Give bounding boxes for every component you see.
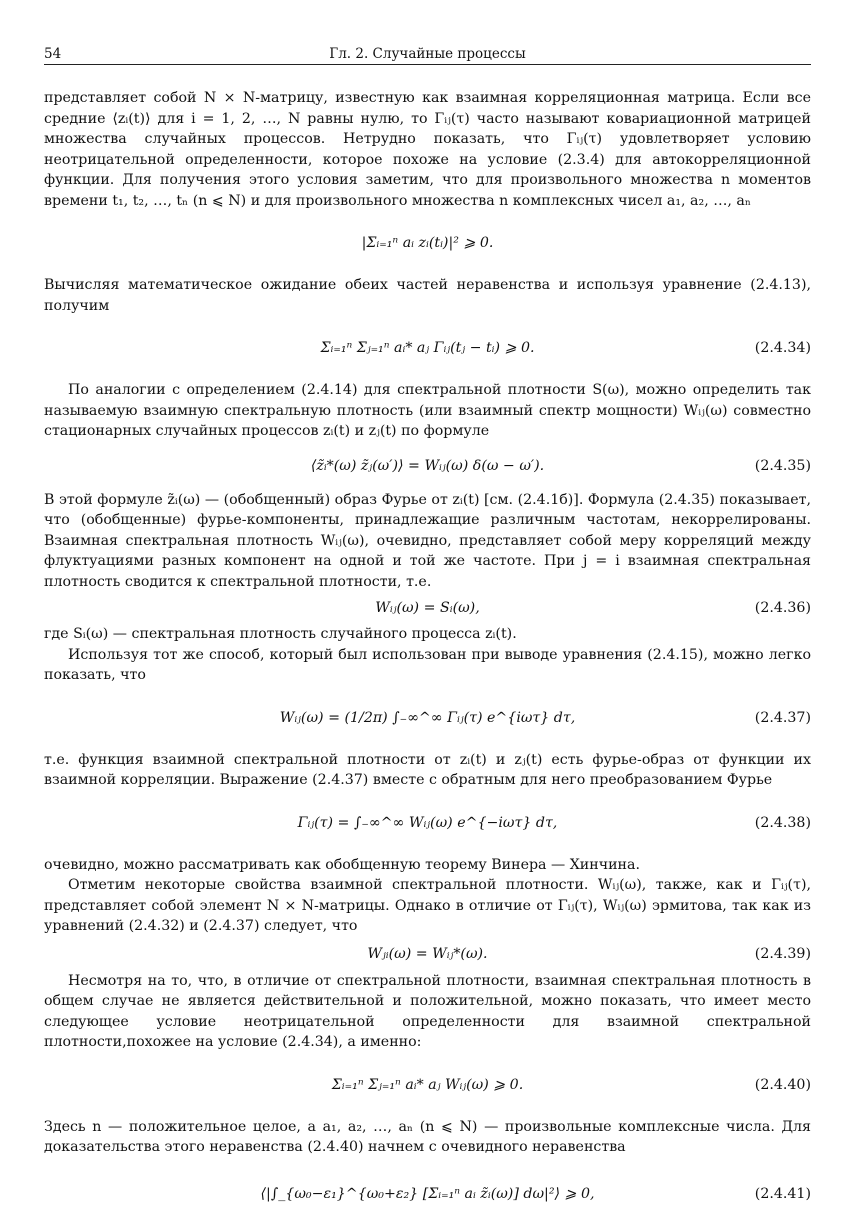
equation-number: (2.4.39)	[754, 945, 811, 962]
equation-2-4-36	[44, 594, 811, 622]
equation-unnumbered	[44, 215, 811, 271]
equation-body: Γᵢⱼ(τ) = ∫₋∞^∞ Wᵢⱼ(ω) e^{−iωτ} dτ,	[297, 814, 558, 831]
equation-2-4-35	[44, 446, 811, 486]
paragraph-9: Отметим некоторые свойства взаимной спектральной плотности. Wᵢⱼ(ω), также, как и Γᵢⱼ(τ), представляет собой элемент N × N-матрицы. Однако в отличие от Γᵢⱼ(τ), Wᵢⱼ(ω) эрмитова, так как из уравнений (2.4.32) и (2.4.37) следует, что	[44, 877, 811, 934]
paragraph-8: очевидно, можно рассматривать как обобщенную теорему Винера — Хинчина.	[44, 856, 640, 873]
paragraph-10: Несмотря на то, что, в отличие от спектральной плотности, взаимная спектральная плотность в общем случае не является действительной и положительной, можно показать, что имеет место следующее условие неотрицательной определенности для взаимной спектральной плотности,похожее на условие (2.4.34), а именно:	[44, 972, 811, 1050]
equation-2-4-39	[44, 939, 811, 969]
equation-body: Wᵢⱼ(ω) = Sᵢ(ω),	[375, 600, 480, 616]
paragraph-2: Вычисляя математическое ожидание обеих частей неравенства и используя уравнение (2.4.13), получим	[44, 277, 811, 314]
equation-body: Wᵢⱼ(ω) = (1/2π) ∫₋∞^∞ Γᵢⱼ(τ) e^{iωτ} dτ,	[279, 709, 576, 726]
equation-2-4-38	[44, 795, 811, 851]
equation-2-4-37	[44, 690, 811, 746]
paragraph-11: Здесь n — положительное целое, а a₁, a₂, …, aₙ (n ⩽ N) — произвольные комплексные числа. Для доказательства этого неравенства (2.4.40) начнем с очевидного неравенства	[44, 1118, 811, 1155]
equation-body: Σᵢ₌₁ⁿ Σⱼ₌₁ⁿ aᵢ* aⱼ Γᵢⱼ(tⱼ − tᵢ) ⩾ 0.	[320, 340, 535, 356]
paragraph-6: Используя тот же способ, который был использован при выводе уравнения (2.4.15), можно легко показать, что	[44, 646, 811, 683]
paragraph-3: По аналогии с определением (2.4.14) для спектральной плотности S(ω), можно определить так называемую взаимную спектральную плотность (или взаимный спектр мощности) Wᵢⱼ(ω) совместно стационарных случайных процессов zᵢ(t) и zⱼ(t) по формуле	[44, 382, 811, 439]
paragraph-4: В этой формуле z̃ᵢ(ω) — (обобщенный) образ Фурье от zᵢ(t) [см. (2.4.1б)]. Формула (2.4.35) показывает, что (обобщенные) фурье-компоненты, принадлежащие различным частотам, некоррелированы. Взаимная спектральная плотность Wᵢⱼ(ω), очевидно, представляет собой меру корреляций между флуктуациями разных компонент на одной и той же частоте. При j = i взаимная спектральная плотность сводится к спектральной плотности, т.е.	[44, 491, 811, 590]
equation-number: (2.4.41)	[754, 1185, 811, 1202]
paragraph-5: где Sᵢ(ω) — спектральная плотность случайного процесса zᵢ(t).	[44, 626, 517, 642]
equation-2-4-40	[44, 1057, 811, 1113]
equation-2-4-34	[44, 320, 811, 376]
equation-number: (2.4.36)	[754, 600, 811, 616]
equation-number: (2.4.37)	[754, 709, 811, 726]
equation-body: ⟨z̃ᵢ*(ω) z̃ⱼ(ω′)⟩ = Wᵢⱼ(ω) δ(ω − ω′).	[310, 457, 545, 474]
equation-body: Wⱼᵢ(ω) = Wᵢⱼ*(ω).	[367, 945, 488, 962]
running-header	[44, 42, 811, 65]
equation-number: (2.4.40)	[754, 1076, 811, 1093]
paragraph-1: представляет собой N × N-матрицу, известную как взаимная корреляционная матрица. Если все средние ⟨zᵢ(t)⟩ для i = 1, 2, …, N равны нулю, то Γᵢⱼ(τ) часто называют ковариационной матрицей множества случайных процессов. Нетрудно показать, что Γᵢⱼ(τ) удовлетворяет условию неотрицательной определенности, которое похоже на условие (2.3.4) для автокорреляционной функции. Для получения этого условия заметим, что для произвольного множества n моментов времени t₁, t₂, …, tₙ (n ⩽ N) и для произвольного множества n комплексных чисел a₁, a₂, …, aₙ	[44, 90, 811, 209]
paragraph-7: т.е. функция взаимной спектральной плотности от zᵢ(t) и zⱼ(t) есть фурье-образ от функции их взаимной корреляции. Выражение (2.4.37) вместе с обратным для него преобразованием Фурье	[44, 751, 811, 788]
equation-number: (2.4.38)	[754, 814, 811, 831]
equation-2-4-41	[44, 1162, 811, 1226]
page-number: 54	[44, 46, 62, 62]
equation-body: ⟨|∫_{ω₀−ε₁}^{ω₀+ε₂} [Σᵢ₌₁ⁿ aᵢ z̃ᵢ(ω)] dω|²⟩ ⩾ 0,	[260, 1185, 595, 1202]
equation-number: (2.4.35)	[754, 457, 811, 474]
equation-body: |Σᵢ₌₁ⁿ aᵢ zᵢ(tᵢ)|² ⩾ 0.	[361, 235, 494, 251]
chapter-title: Гл. 2. Случайные процессы	[329, 46, 526, 62]
page-body	[44, 88, 811, 1230]
equation-body: Σᵢ₌₁ⁿ Σⱼ₌₁ⁿ aᵢ* aⱼ Wᵢⱼ(ω) ⩾ 0.	[331, 1076, 524, 1093]
equation-number: (2.4.34)	[754, 340, 811, 356]
